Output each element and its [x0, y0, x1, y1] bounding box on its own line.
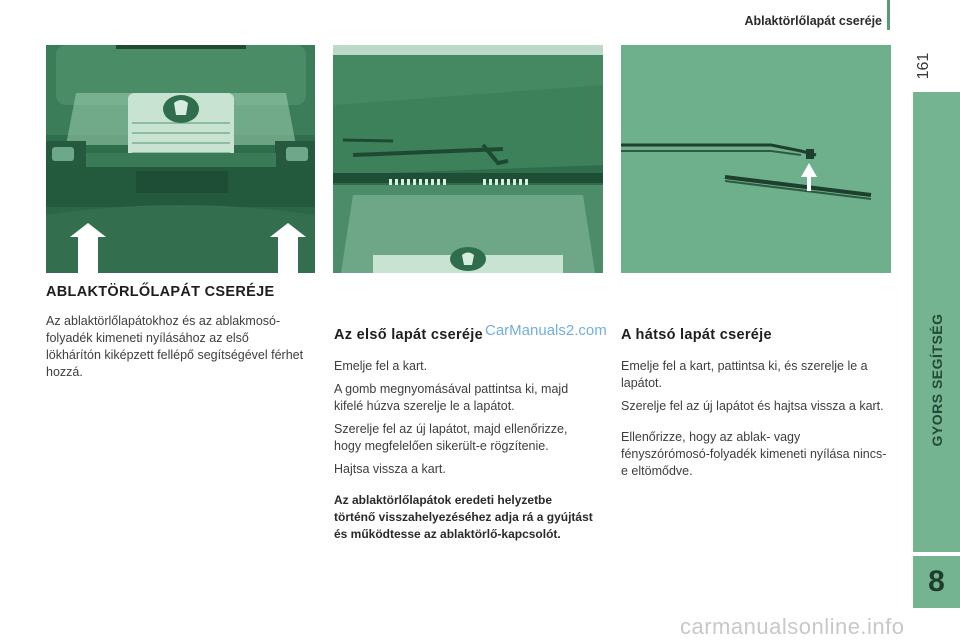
- figure-front-wiper: [333, 45, 603, 273]
- page-number: 161: [915, 52, 932, 80]
- chapter-side-tab-label: GYORS SEGÍTSÉG: [928, 313, 945, 447]
- rear-step-2: Szerelje fel az új lapátot és hajtsa vissza a kart.: [621, 399, 884, 413]
- front-step-4: Hajtsa vissza a kart.: [334, 462, 446, 476]
- figure-rear-wiper: [621, 45, 891, 273]
- rear-step-1: Emelje fel a kart, pattintsa ki, és szerelje le a lapátot.: [621, 359, 868, 390]
- watermark-carmanualsonline: carmanualsonline.info: [680, 614, 905, 639]
- column-rear-blade: [621, 326, 889, 486]
- intro-paragraph: Az ablaktörlőlapátokhoz és az ablakmosó-folyadék kimeneti nyílásához az első lökhárítón kiképzett fellépő segítségével férhet hozzá.: [46, 314, 304, 379]
- front-blade-note: Az ablaktörlőlapátok eredeti helyzetbe történő visszahelyezéséhez adja rá a gyújtást és működtesse az ablaktörlő-kapcsolót.: [334, 493, 593, 541]
- front-step-2: A gomb megnyomásával pattintsa ki, majd kifelé húzva szerelje le a lapátot.: [334, 382, 569, 413]
- figure-bumper-steps: [46, 45, 315, 273]
- front-step-1: Emelje fel a kart.: [334, 359, 428, 373]
- section-heading-wiper-replacement: ABLAKTÖRLŐLAPÁT CSERÉJE: [46, 284, 275, 300]
- rear-wiper-illustration-icon: [621, 45, 891, 273]
- watermark-carmanuals2: CarManuals2.com: [485, 322, 607, 339]
- column-intro: [46, 284, 306, 387]
- rear-blade-note: Ellenőrizze, hogy az ablak- vagy fényszórómosó-folyadék kimeneti nyílása nincs-e eltömődve.: [621, 430, 887, 478]
- column-front-blade: [334, 326, 596, 549]
- section-heading-rear-blade: A hátsó lapát cseréje: [621, 327, 772, 343]
- front-wiper-illustration-icon: [333, 45, 603, 273]
- header-divider: [887, 0, 890, 30]
- page-header-title: Ablaktörlőlapát cseréje: [744, 14, 882, 28]
- section-heading-front-blade: Az első lapát cseréje: [334, 327, 483, 343]
- bumper-step-illustration-icon: [46, 45, 315, 273]
- front-step-3: Szerelje fel az új lapátot, majd ellenőrizze, hogy megfelelően sikerült-e rögzítenie.: [334, 422, 568, 453]
- chapter-number: 8: [913, 556, 960, 608]
